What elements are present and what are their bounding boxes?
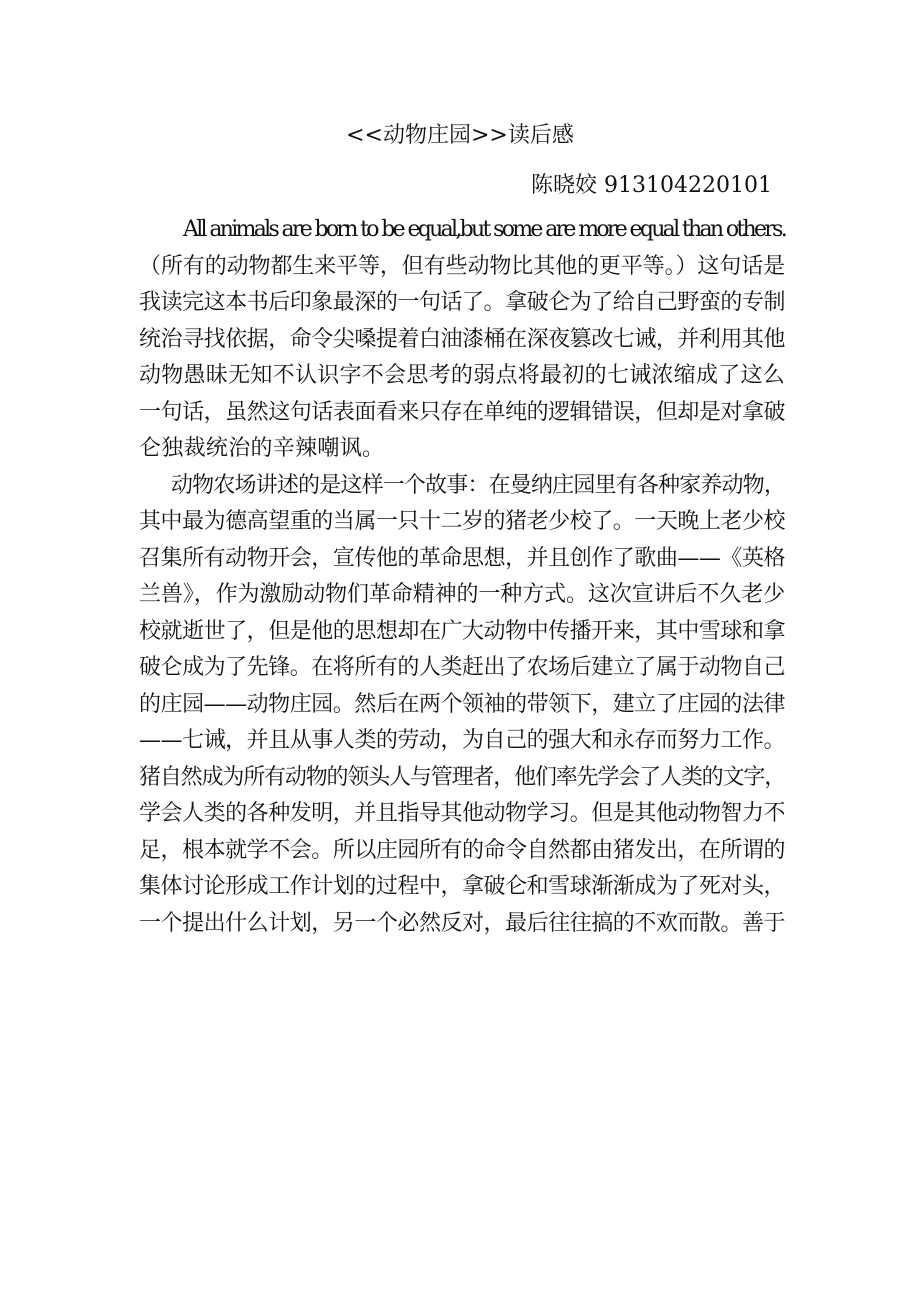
paragraph-line: 的庄园——动物庄园。然后在两个领袖的带领下，建立了庄园的法律 <box>139 691 785 717</box>
paragraph-line: 兰兽》，作为激励动物们革命精神的一种方式。这次宣讲后不久老少 <box>139 582 786 607</box>
paragraph-line: 猪自然成为所有动物的领头人与管理者，他们率先学会了人类的文字， <box>139 764 785 790</box>
paragraph-line: （所有的动物都生来平等，但有些动物比其他的更平等。）这句话是 <box>139 253 786 279</box>
paragraph-line: ——七诫，并且从事人类的劳动，为自己的强大和永存而努力工作。 <box>139 728 785 753</box>
paragraph-line: 集体讨论形成工作计划的过程中，拿破仑和雪球渐渐成为了死对头， <box>139 874 785 899</box>
paragraph-line: 破仑成为了先锋。在将所有的人类赶出了农场后建立了属于动物自己 <box>139 655 785 680</box>
paragraph-line: 足，根本就学不会。所以庄园所有的命令自然都由猪发出，在所谓的 <box>139 837 785 863</box>
paragraph-line: 其中最为德高望重的当属一只十二岁的猪老少校了。一天晚上老少校 <box>139 509 785 534</box>
paragraph-line: 动物农场讲述的是这样一个故事：在曼纳庄园里有各种家养动物， <box>171 472 785 498</box>
paragraph-line: 召集所有动物开会，宣传他的革命思想，并且创作了歌曲——《英格 <box>139 545 785 571</box>
paragraph-line: All animals are born to be equal,but some are more equal than others. <box>183 217 785 242</box>
paragraph-line: 一个提出什么计划，另一个必然反对，最后往往搞的不欢而散。善于 <box>139 910 785 936</box>
paragraph-2 <box>139 468 785 943</box>
paragraph-1 <box>139 212 785 468</box>
paragraph-line: 动物愚昧无知不认识字不会思考的弱点将最初的七诫浓缩成了这么 <box>139 363 785 388</box>
author-line: 陈晓姣 913104220101 <box>531 173 772 198</box>
paragraph-line: 统治寻找依据，命令尖嗓提着白油漆桶在深夜篡改七诫，并利用其他 <box>139 326 785 352</box>
paragraph-line: 我读完这本书后印象最深的一句话了。拿破仑为了给自己野蛮的专制 <box>139 290 785 315</box>
paragraph-line: 学会人类的各种发明，并且指导其他动物学习。但是其他动物智力不 <box>139 801 785 826</box>
paragraph-line: 一句话，虽然这句话表面看来只存在单纯的逻辑错误，但却是对拿破 <box>139 399 785 425</box>
document-body <box>139 212 785 942</box>
document-title: <<动物庄园>>读后感 <box>346 123 574 148</box>
paragraph-line: 校就逝世了，但是他的思想却在广大动物中传播开来，其中雪球和拿 <box>139 618 785 644</box>
paragraph-line: 仑独裁统治的辛辣嘲讽。 <box>139 436 385 461</box>
